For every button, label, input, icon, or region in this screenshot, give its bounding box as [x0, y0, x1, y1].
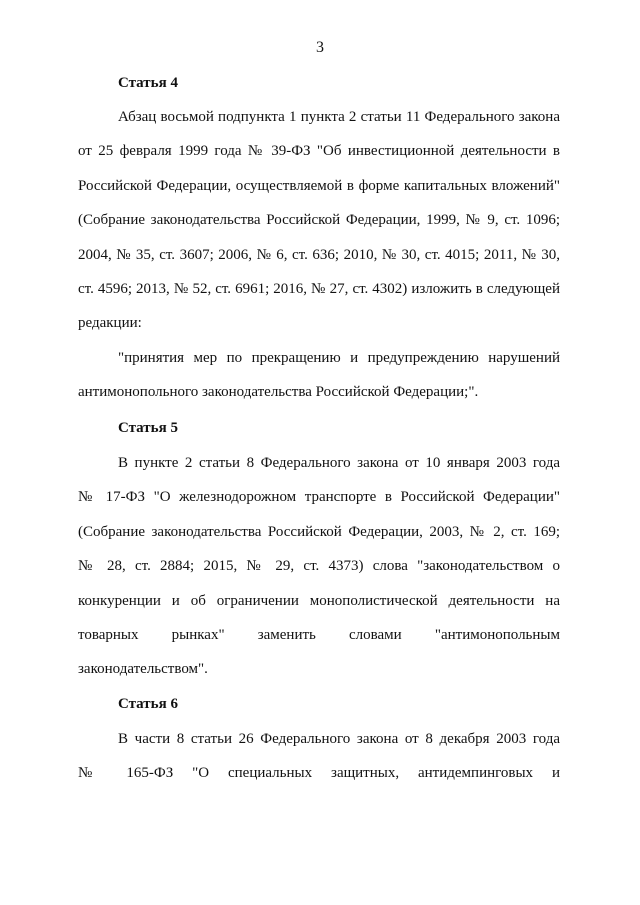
text-line: товарных рынках" заменить словами "антимонопольным: [78, 626, 560, 643]
article-title: Статья 5: [118, 420, 178, 436]
article-body: [78, 100, 560, 410]
text-line: № 17-ФЗ "О железнодорожном транспорте в Российской Федерации": [78, 489, 560, 506]
text-line: Абзац восьмой подпункта 1 пункта 2 статьи 11 Федерального закона: [118, 109, 560, 125]
article-body: [78, 446, 560, 687]
article-body: [78, 722, 560, 791]
text-line: № 165-ФЗ "О специальных защитных, антидемпинговых и: [78, 765, 560, 782]
text-line: антимонопольного законодательства Российской Федерации;".: [78, 384, 479, 401]
text-line: конкуренции и об ограничении монополистической деятельности на: [78, 592, 560, 609]
text-line: редакции:: [78, 315, 142, 332]
article-title: Статья 6: [118, 696, 178, 712]
text-line: В части 8 статьи 26 Федерального закона от 8 декабря 2003 года: [118, 731, 560, 747]
text-line: 2004, № 35, ст. 3607; 2006, № 6, ст. 636; 2010, № 30, ст. 4015; 2011, № 30,: [78, 246, 560, 263]
text-line: законодательством".: [78, 661, 208, 678]
text-line: (Собрание законодательства Российской Федерации, 2003, № 2, ст. 169;: [78, 523, 560, 540]
text-line: В пункте 2 статьи 8 Федерального закона от 10 января 2003 года: [118, 455, 560, 471]
page-number: 3: [316, 39, 324, 56]
text-line: Российской Федерации, осуществляемой в форме капитальных вложений": [78, 177, 560, 194]
text-line: ст. 4596; 2013, № 52, ст. 6961; 2016, № 27, ст. 4302) изложить в следующей: [78, 280, 560, 297]
text-line: от 25 февраля 1999 года № 39-ФЗ "Об инвестиционной деятельности в: [78, 143, 560, 160]
article-title: Статья 4: [118, 75, 178, 91]
text-line: (Собрание законодательства Российской Федерации, 1999, № 9, ст. 1096;: [78, 212, 560, 229]
text-line: № 28, ст. 2884; 2015, № 29, ст. 4373) слова "законодательством о: [78, 558, 560, 575]
text-line: "принятия мер по прекращению и предупреждению нарушений: [118, 349, 560, 366]
